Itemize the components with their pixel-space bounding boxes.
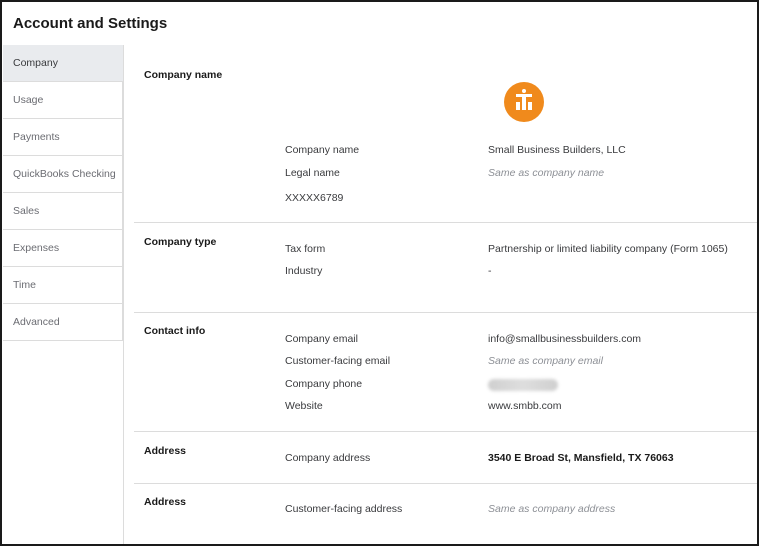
sidebar-item-time[interactable]: Time [3, 267, 123, 304]
address-section[interactable] [134, 432, 759, 484]
sidebar-item-advanced[interactable]: Advanced [3, 304, 123, 341]
page-title: Account and Settings [13, 15, 168, 32]
tax-form-value: Partnership or limited liability company (Form 1065) [488, 243, 728, 255]
industry-label: Industry [285, 265, 323, 277]
company-type-section[interactable] [134, 223, 759, 313]
contact-info-section[interactable] [134, 313, 759, 432]
company-name-section[interactable] [134, 45, 759, 223]
legal-name-value: Same as company name [488, 167, 605, 179]
customer-facing-email-value: Same as company email [488, 355, 603, 367]
customer-facing-address-value: Same as company address [488, 503, 616, 515]
industry-value: - [488, 265, 492, 277]
sidebar-item-expenses[interactable]: Expenses [3, 230, 123, 267]
legal-name-label: Legal name [285, 167, 340, 179]
sidebar-item-quickbooks-checking[interactable]: QuickBooks Checking [3, 156, 123, 193]
section-title: Address [144, 496, 187, 508]
website-value: www.smbb.com [488, 400, 562, 412]
sidebar-item-sales[interactable]: Sales [3, 193, 123, 230]
company-phone-value [488, 379, 558, 391]
website-label: Website [285, 400, 323, 412]
section-title: Address [144, 445, 187, 457]
section-title: Company type [144, 236, 217, 248]
company-name-value: Small Business Builders, LLC [488, 144, 626, 156]
ein-label: XXXXX6789 [285, 192, 344, 204]
tax-form-label: Tax form [285, 243, 326, 255]
company-address-value: 3540 E Broad St, Mansfield, TX 76063 [488, 452, 674, 464]
settings-content [124, 45, 759, 546]
company-name-label: Company name [285, 144, 360, 156]
section-title: Contact info [144, 325, 206, 337]
company-email-value: info@smallbusinessbuilders.com [488, 333, 642, 345]
company-phone-label: Company phone [285, 378, 363, 390]
sidebar-item-usage[interactable]: Usage [3, 82, 123, 119]
customer-address-section[interactable] [134, 484, 759, 546]
section-title: Company name [144, 69, 223, 81]
company-address-label: Company address [285, 452, 371, 464]
company-logo-icon [504, 82, 544, 122]
sidebar-item-payments[interactable]: Payments [3, 119, 123, 156]
company-email-label: Company email [285, 333, 358, 345]
customer-facing-address-label: Customer-facing address [285, 503, 403, 515]
sidebar-item-company[interactable]: Company [3, 45, 123, 82]
customer-facing-email-label: Customer-facing email [285, 355, 391, 367]
settings-sidebar [3, 45, 124, 546]
